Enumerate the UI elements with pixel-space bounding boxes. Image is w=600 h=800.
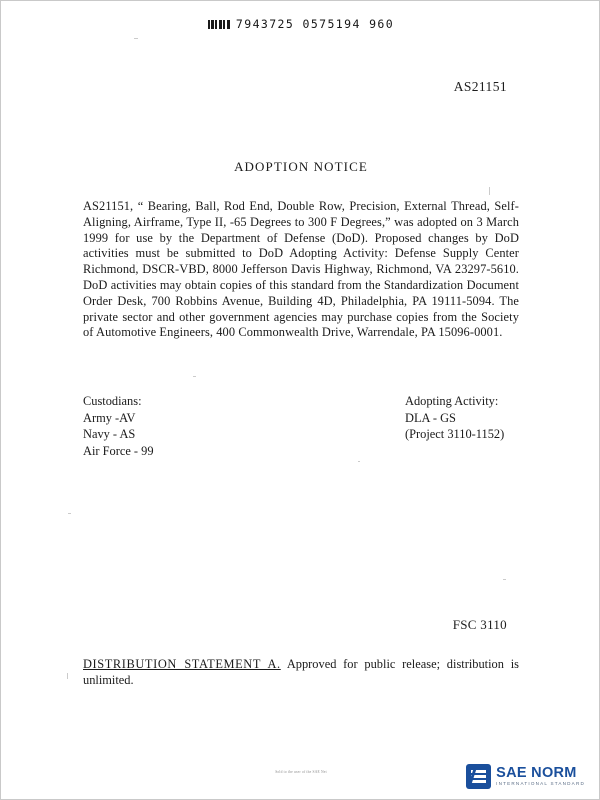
scan-artifact bbox=[68, 513, 71, 514]
adopting-activity-line: (Project 3110-1152) bbox=[405, 427, 505, 441]
scan-artifact bbox=[358, 461, 360, 462]
fsc-code: FSC 3110 bbox=[452, 617, 507, 632]
sae-logo-name: SAE NORM bbox=[496, 764, 577, 781]
distribution-text: Approved for public release; distribution is unlimited. bbox=[83, 657, 519, 687]
custodians-line: Navy - AS bbox=[83, 427, 136, 441]
sae-logo-tagline: INTERNATIONAL STANDARD bbox=[496, 781, 585, 787]
custodians-line: Air Force - 99 bbox=[83, 443, 154, 458]
barcode-icon bbox=[208, 20, 230, 29]
custodians-heading: Custodians: bbox=[83, 394, 142, 408]
barcode-digits: 7943725 0575194 960 bbox=[235, 17, 395, 32]
sae-logo-text bbox=[496, 766, 585, 787]
distribution-label: DISTRIBUTION STATEMENT A. bbox=[83, 657, 281, 671]
adopting-activity-line: DLA - GS bbox=[405, 410, 456, 425]
scan-artifact bbox=[67, 673, 68, 679]
custodians-column bbox=[83, 393, 323, 459]
barcode bbox=[1, 15, 600, 33]
scan-artifact bbox=[193, 376, 196, 377]
scan-artifact bbox=[134, 38, 138, 39]
document-id: AS21151 bbox=[453, 79, 507, 94]
footer-fine-print: Sold to the user of the SAE Net bbox=[275, 770, 327, 774]
distribution-statement bbox=[83, 657, 519, 689]
sae-logo bbox=[466, 764, 585, 789]
adopting-activity-column bbox=[405, 393, 600, 443]
page-title: ADOPTION NOTICE bbox=[234, 159, 368, 174]
scan-artifact bbox=[503, 579, 506, 580]
scan-artifact bbox=[489, 187, 490, 195]
custodians-line: Army -AV bbox=[83, 410, 136, 425]
adopting-activity-heading: Adopting Activity: bbox=[405, 394, 499, 408]
body-paragraph: AS21151, “ Bearing, Ball, Rod End, Double Row, Precision, External Thread, Self-Aligning, Airframe, Type II, -65 Degrees to 300 F Degrees,” was adopted on 3 March 1999 for use by the Department of Defense (DoD). Proposed changes by DoD activities must be submitted to DoD Adopting Activity: Defense Supply Center Richmond, DSCR-VBD, 8000 Jefferson Davis Highway, Richmond, VA 23297-5610. DoD activities may obtain copies of this standard from the Standardization Document Order Desk, 700 Robbins Avenue, Building 4D, Philadelphia, PA 19111-5094. The private sector and other government agencies may purchase copies from the Society of Automotive Engineers, 400 Commonwealth Drive, Warrendale, PA 15096-0001. bbox=[83, 199, 519, 340]
sae-logo-icon bbox=[466, 764, 491, 789]
